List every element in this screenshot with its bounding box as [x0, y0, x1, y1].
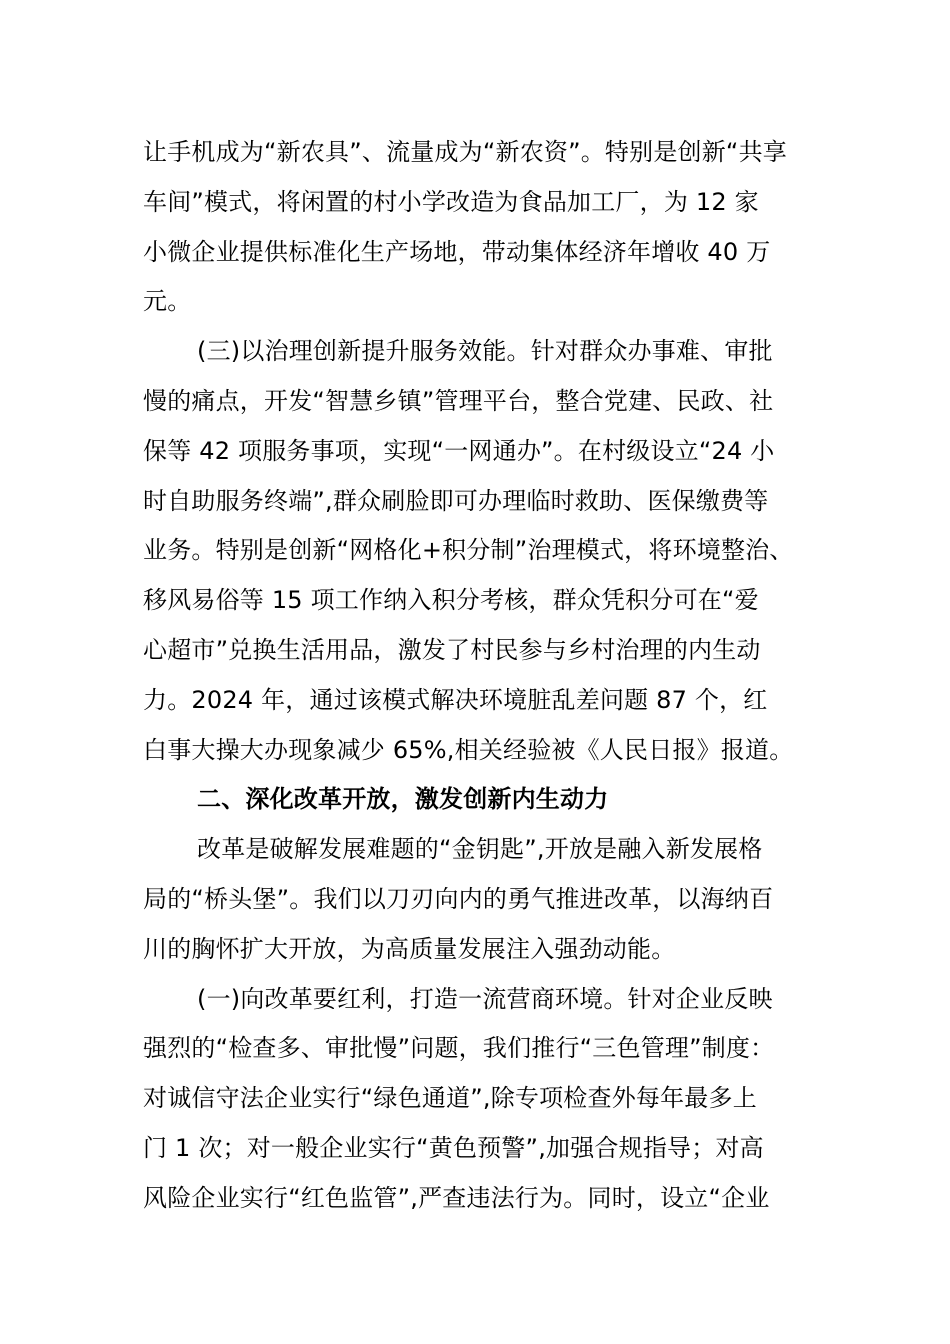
- paragraph-line: 改革是破解发展难题的“金钥匙”,开放是融入新发展格: [197, 835, 763, 864]
- paragraph-line: 小微企业提供标准化生产场地，带动集体经济年增收 40 万: [143, 237, 771, 266]
- paragraph-line: 让手机成为“新农具”、流量成为“新农资”。特别是创新“共享: [143, 138, 787, 166]
- paragraph-line: 风险企业实行“红色监管”,严查违法行为。同时，设立“企业: [143, 1183, 770, 1212]
- paragraph-line: 白事大操大办现象减少 65%,相关经验被《人民日报》报道。: [143, 735, 794, 764]
- paragraph-line: 局的“桥头堡”。我们以刀刃向内的勇气推进改革，以海纳百: [143, 884, 774, 913]
- paragraph-line: 心超市”兑换生活用品，激发了村民参与乡村治理的内生动: [143, 635, 761, 664]
- paragraph-line: 力。2024 年，通过该模式解决环境脏乱差问题 87 个，红: [143, 685, 768, 714]
- paragraph-line: 元。: [143, 287, 192, 316]
- paragraph-line: 川的胸怀扩大开放，为高质量发展注入强劲动能。: [143, 934, 676, 963]
- paragraph-line: 强烈的“检查多、审批慢”问题，我们推行“三色管理”制度：: [143, 1034, 775, 1063]
- paragraph-line: 时自助服务终端”,群众刷脸即可办理临时救助、医保缴费等: [143, 486, 769, 515]
- paragraph-line: 对诚信守法企业实行“绿色通道”,除专项检查外每年最多上: [143, 1084, 757, 1113]
- paragraph-line: 保等 42 项服务事项，实现“一网通办”。在村级设立“24 小: [143, 436, 775, 465]
- paragraph-line: (一)向改革要红利，打造一流营商环境。针对企业反映: [197, 984, 773, 1013]
- paragraph-line: 业务。特别是创新“网格化+积分制”治理模式，将环境整治、: [143, 536, 794, 565]
- paragraph-line: 慢的痛点，开发“智慧乡镇”管理平台，整合党建、民政、社: [143, 386, 774, 415]
- paragraph-line: 车间”模式，将闲置的村小学改造为食品加工厂，为 12 家: [143, 187, 759, 216]
- paragraph-line: (三)以治理创新提升服务效能。针对群众办事难、审批: [197, 337, 773, 366]
- paragraph-line: 移风易俗等 15 项工作纳入积分考核，群众凭积分可在“爱: [143, 586, 759, 615]
- section-heading: 二、深化改革开放，激发创新内生动力: [197, 785, 609, 814]
- paragraph-line: 门 1 次；对一般企业实行“黄色预警”,加强合规指导；对高: [143, 1133, 764, 1162]
- document-body: [143, 128, 808, 1224]
